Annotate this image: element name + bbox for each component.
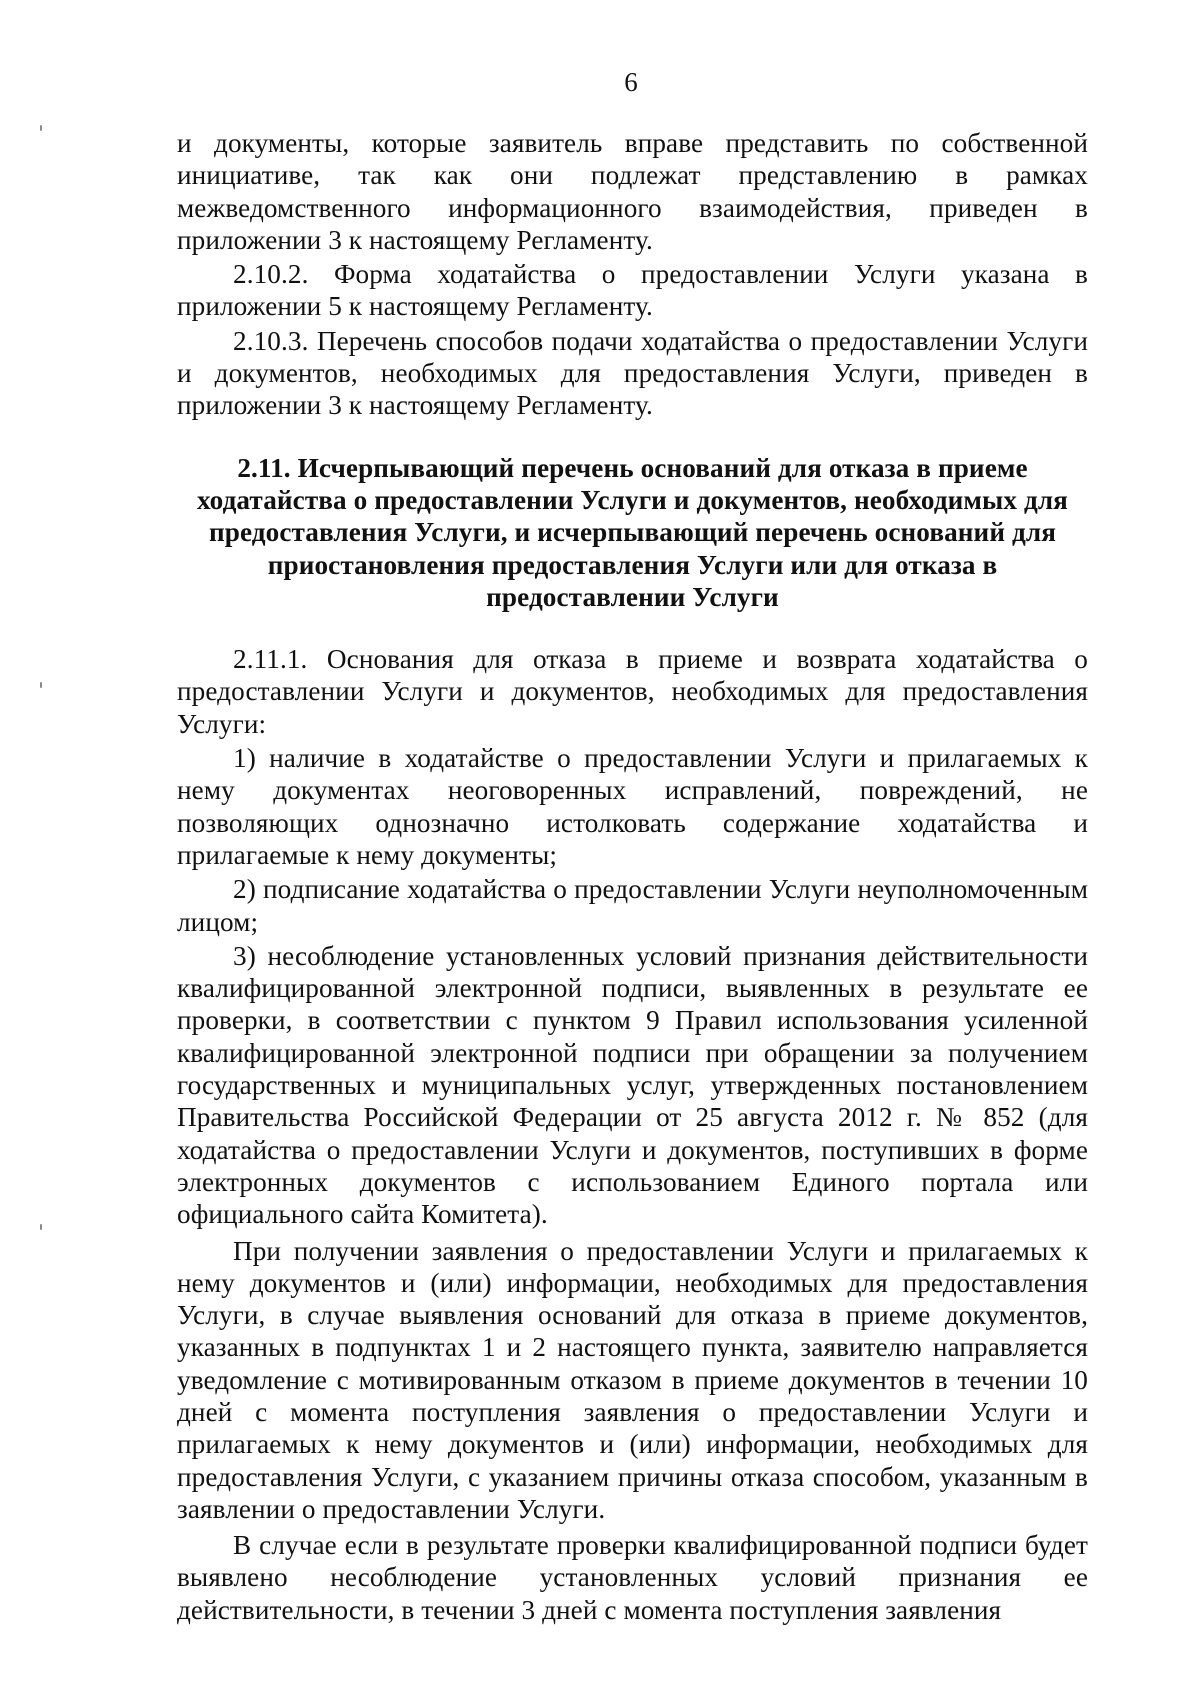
paragraph-2-11-1: 2.11.1. Основания для отказа в приеме и возврата ходатайства о предоставлении Услуги и документов, необходимых для предоставления Услуги: <box>177 644 1088 739</box>
paragraph-2-10-3: 2.10.3. Перечень способов подачи ходатайства о предоставлении Услуги и документов, необходимых для предоставления Услуги, приведен в приложении 3 к настоящему Регламенту. <box>177 325 1088 421</box>
document-body <box>177 127 1088 1626</box>
paragraph-continuation: и документы, которые заявитель вправе представить по собственной инициативе, так как они подлежат представлению в рамках межведомственного информационного взаимодействия, приведен в приложении 3 к настоящему Регламенту. <box>177 128 1088 255</box>
section-heading-2-11: 2.11. Исчерпывающий перечень оснований для отказа в приеме ходатайства о предоставлении Услуги и документов, необходимых для предоставления Услуги, и исчерпывающий перечень оснований для приостановления предоставления Услуги или для отказа в предоставлении Услуги <box>197 452 1068 612</box>
scan-speck-2 <box>40 682 42 688</box>
paragraph-notification: При получении заявления о предоставлении Услуги и прилагаемых к нему документов и (или) информации, необходимых для предоставления Услуги, в случае выявления оснований для отказа в приеме документов, указанных в подпунктах 1 и 2 настоящего пункта, заявителю направляется уведомление с мотивированным отказом в приеме документов в течении 10 дней с момента поступления заявления о предоставлении Услуги и прилагаемых к нему документов и (или) информации, необходимых для предоставления Услуги, с указанием причины отказа способом, указанным в заявлении о предоставлении Услуги. <box>177 1235 1088 1524</box>
list-item-3: 3) несоблюдение установленных условий признания действительности квалифицированной электронной подписи, выявленных в результате ее проверки, в соответствии с пунктом 9 Правил использования усиленной квалифицированной электронной подписи при обращении за получением государственных и муниципальных услуг, утвержденных постановлением Правительства Российской Федерации от 25 августа 2012 г. № 852 (для ходатайства о предоставлении Услуги и документов, поступивших в форме электронных документов с использованием Единого портала или официального сайта Комитета). <box>177 940 1088 1230</box>
scan-speck-3 <box>40 1224 42 1230</box>
paragraph-signature-check: В случае если в результате проверки квалифицированной подписи будет выявлено несоблюдение установленных условий признания ее действительности, в течении 3 дней с момента поступления заявления <box>177 1530 1088 1625</box>
page-number: 6 <box>624 67 638 97</box>
scan-speck-1 <box>40 125 42 131</box>
list-item-1: 1) наличие в ходатайстве о предоставлении Услуги и прилагаемых к нему документах неоговоренных исправлений, повреждений, не позволяющих однозначно истолковать содержание ходатайства и прилагаемые к нему документы; <box>177 743 1088 870</box>
paragraph-2-10-2: 2.10.2. Форма ходатайства о предоставлении Услуги указана в приложении 5 к настоящему Регламенту. <box>177 259 1088 322</box>
list-item-2: 2) подписание ходатайства о предоставлении Услуги неуполномоченным лицом; <box>177 874 1088 937</box>
